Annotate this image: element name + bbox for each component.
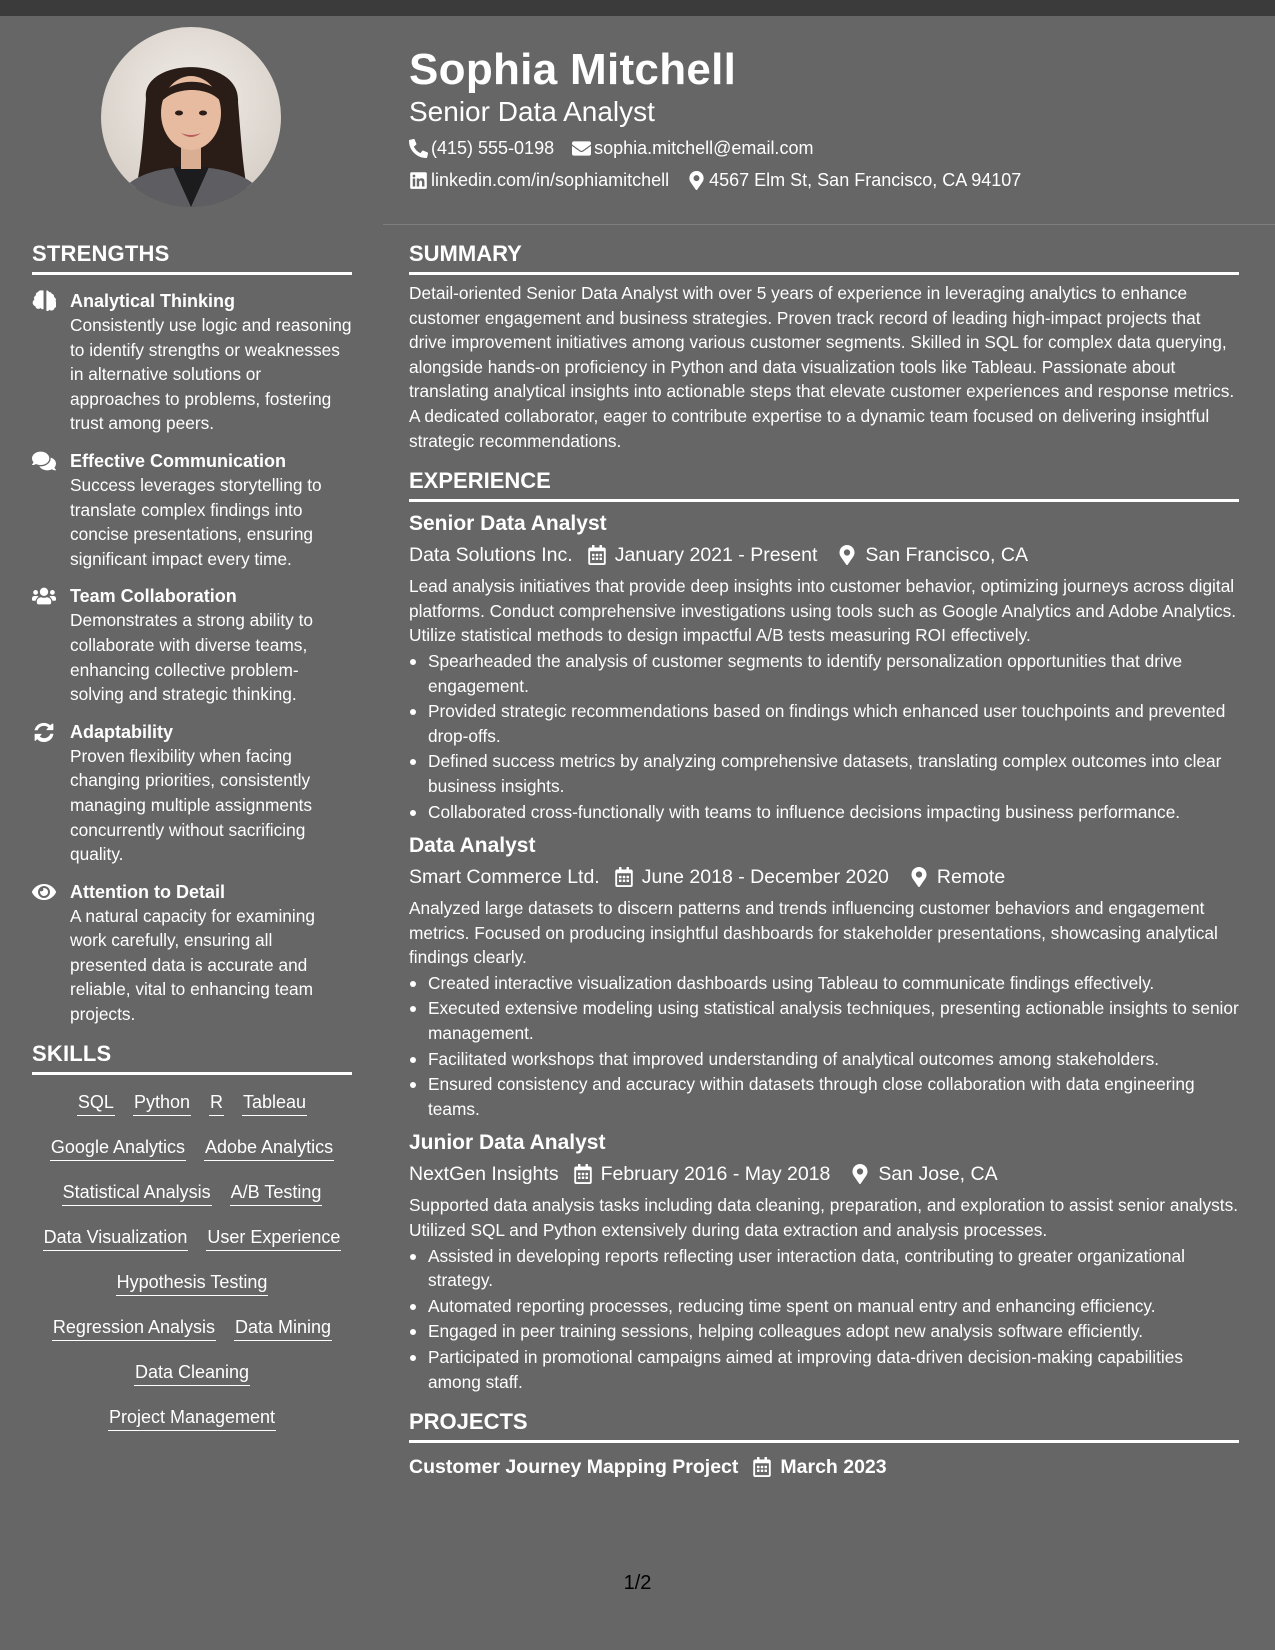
skill-tag: Data Cleaning — [134, 1359, 250, 1386]
skill-row — [32, 1179, 352, 1224]
strength-item — [32, 880, 352, 1027]
strengths-list — [32, 289, 352, 1027]
project-entry — [409, 1453, 1239, 1481]
job-meta — [409, 863, 1239, 891]
full-name: Sophia Mitchell — [409, 45, 737, 94]
strength-text: A natural capacity for examining work carefully, ensuring all presented data is accurate and reliable, vital to enhancing team projects. — [70, 905, 315, 1025]
address-text: 4567 Elm St, San Francisco, CA 94107 — [709, 170, 1022, 190]
experience-heading: EXPERIENCE — [409, 467, 1239, 502]
skill-row — [32, 1359, 352, 1404]
job-bullets — [409, 1244, 1239, 1395]
company-name: Smart Commerce Ltd. — [409, 866, 600, 889]
skill-tag: Adobe Analytics — [204, 1134, 334, 1161]
calendar-icon — [614, 867, 634, 887]
strength-item — [32, 289, 352, 436]
job-location: San Francisco, CA — [865, 544, 1028, 567]
sync-icon — [32, 721, 56, 743]
linkedin-contact[interactable] — [409, 168, 669, 192]
strength-text: Consistently use logic and reasoning to identify strengths or weaknesses in alternative solutions or approaches to problems, fostering trust among peers. — [70, 315, 352, 434]
job-description: Supported data analysis tasks including data cleaning, preparation, and exploration to assist senior analysts. Utilized SQL and Python extensively during data extraction and analysis processes. — [409, 1195, 1239, 1241]
calendar-icon — [573, 1164, 593, 1184]
strength-title: Attention to Detail — [70, 881, 225, 902]
skill-tag: Hypothesis Testing — [116, 1269, 269, 1296]
job-title: Junior Data Analyst — [409, 1131, 606, 1155]
company-name: Data Solutions Inc. — [409, 544, 573, 567]
strength-item — [32, 449, 352, 571]
calendar-icon — [587, 545, 607, 565]
job-entry — [409, 510, 1239, 824]
strength-title: Team Collaboration — [70, 586, 237, 607]
job-dates: February 2016 - May 2018 — [600, 1163, 831, 1186]
linkedin-icon — [409, 171, 428, 190]
bullet-item: Participated in promotional campaigns aimed at improving data-driven decision-making capabilities among staff. — [409, 1345, 1239, 1394]
contact-line-2 — [409, 168, 1239, 192]
skill-tag: A/B Testing — [230, 1179, 323, 1206]
header-divider — [383, 224, 1275, 225]
job-meta — [409, 1160, 1239, 1188]
skill-tag: Google Analytics — [50, 1134, 186, 1161]
skill-row — [32, 1134, 352, 1179]
profile-photo — [101, 27, 281, 207]
left-column — [32, 240, 352, 1449]
email-contact[interactable] — [572, 136, 813, 160]
job-location: Remote — [936, 866, 1006, 889]
skill-tag: Statistical Analysis — [62, 1179, 212, 1206]
skill-tag: SQL — [77, 1089, 115, 1116]
bullet-item: Automated reporting processes, reducing time spent on manual entry and enhancing efficiency. — [409, 1294, 1239, 1319]
bullet-item: Defined success metrics by analyzing comprehensive datasets, translating complex outcomes into clear business insights. — [409, 749, 1239, 798]
eye-icon — [32, 881, 56, 903]
bullet-item: Collaborated cross-functionally with teams to influence decisions impacting business performance. — [409, 800, 1239, 825]
job-description: Analyzed large datasets to discern patterns and trends influencing customer behaviors and engagement metrics. Focused on producing insightful dashboards for stakeholder presentations, showcasing analytical findings clearly. — [409, 898, 1218, 968]
right-column — [409, 240, 1239, 1481]
strength-item — [32, 720, 352, 867]
job-title: Senior Data Analyst — [409, 512, 607, 536]
job-bullets — [409, 971, 1239, 1122]
skill-row — [32, 1224, 352, 1269]
strength-title: Analytical Thinking — [70, 291, 236, 311]
skill-row — [32, 1314, 352, 1359]
skill-row — [32, 1269, 352, 1314]
strength-text: Demonstrates a strong ability to collaborate with diverse teams, enhancing collective problem-solving and strategic thinking. — [70, 610, 314, 705]
skill-tag: Data Visualization — [43, 1224, 189, 1251]
job-bullets — [409, 649, 1239, 824]
skill-tag: Python — [133, 1089, 191, 1116]
bullet-item: Ensured consistency and accuracy within datasets through close collaboration with data engineering teams. — [409, 1072, 1239, 1121]
skill-tag: R — [209, 1089, 224, 1116]
project-title: Customer Journey Mapping Project — [409, 1456, 739, 1479]
map-pin-icon — [837, 545, 857, 565]
users-icon — [32, 585, 56, 607]
bullet-item: Provided strategic recommendations based on findings which enhanced user touchpoints and prevented drop-offs. — [409, 699, 1239, 748]
job-dates: January 2021 - Present — [614, 544, 818, 567]
email-text: sophia.mitchell@email.com — [594, 138, 814, 158]
job-meta — [409, 541, 1239, 569]
top-bar — [0, 0, 1275, 16]
bullet-item: Facilitated workshops that improved understanding of analytical outcomes among stakeholders. — [409, 1047, 1239, 1072]
brain-icon — [32, 290, 56, 312]
summary-text: Detail-oriented Senior Data Analyst with over 5 years of experience in leveraging analytics to enhance customer engagement and business strategies. Proven track record of leading high-impact projects that drive improvement initiatives among various customer segments. Skilled in SQL for complex data querying, alongside hands-on proficiency in Python and data visualization tools like Tableau. Passionate about translating analytical insights into actionable steps that elevate customer experiences and response metrics. A dedicated collaborator, eager to contribute expertise to a dynamic team focused on delivering insightful strategic recommendations. — [409, 283, 1235, 451]
skill-tag: Tableau — [242, 1089, 307, 1116]
job-description: Lead analysis initiatives that provide deep insights into customer behavior, optimizing journeys across digital platforms. Conduct comprehensive investigations using tools such as Google Analytics and Adobe Analytics. Utilize statistical methods to design impactful A/B tests measuring ROI effectively. — [409, 576, 1237, 646]
strength-title: Adaptability — [70, 721, 174, 742]
bullet-item: Spearheaded the analysis of customer segments to identify personalization opportunities that drive engagement. — [409, 649, 1239, 698]
envelope-icon — [572, 139, 591, 158]
phone-icon — [409, 139, 428, 158]
skill-tag: User Experience — [206, 1224, 341, 1251]
skills-heading: SKILLS — [32, 1040, 352, 1075]
project-date: March 2023 — [780, 1456, 887, 1479]
strengths-heading: STRENGTHS — [32, 240, 352, 275]
strength-text: Success leverages storytelling to translate complex findings into concise presentations, ensuring significant impact every time. — [70, 474, 322, 569]
headline-title: Senior Data Analyst — [409, 96, 655, 127]
page-number: 1/2 — [623, 1572, 652, 1594]
bullet-item: Executed extensive modeling using statistical analysis techniques, presenting actionable insights to senior management. — [409, 996, 1239, 1045]
bullet-item: Engaged in peer training sessions, helping colleagues adopt new analysis software efficiently. — [409, 1319, 1239, 1344]
job-entry — [409, 832, 1239, 1121]
address-contact — [687, 168, 1021, 192]
summary-heading: SUMMARY — [409, 240, 1239, 275]
map-pin-icon — [909, 867, 929, 887]
resume-header — [409, 44, 1239, 192]
strength-title: Effective Communication — [70, 450, 287, 471]
phone-text: (415) 555-0198 — [431, 138, 555, 158]
bullet-item: Created interactive visualization dashboards using Tableau to communicate findings effectively. — [409, 971, 1239, 996]
skill-row — [32, 1089, 352, 1134]
company-name: NextGen Insights — [409, 1163, 559, 1186]
job-entry — [409, 1129, 1239, 1394]
contact-line-1 — [409, 136, 1239, 160]
skill-tag: Project Management — [108, 1404, 276, 1431]
strength-text: Proven flexibility when facing changing priorities, consistently managing multiple assignments concurrently without sacrificing quality. — [70, 745, 313, 865]
map-pin-icon — [687, 171, 706, 190]
map-pin-icon — [850, 1164, 870, 1184]
phone-contact[interactable] — [409, 136, 554, 160]
calendar-icon — [752, 1457, 772, 1477]
strength-item — [32, 584, 352, 706]
job-location: San Jose, CA — [878, 1163, 998, 1186]
skill-row — [32, 1404, 352, 1449]
linkedin-text: linkedin.com/in/sophiamitchell — [431, 170, 670, 190]
skills-list — [32, 1089, 352, 1449]
comments-icon — [32, 450, 56, 472]
job-title: Data Analyst — [409, 834, 536, 858]
projects-heading: PROJECTS — [409, 1408, 1239, 1443]
skill-tag: Regression Analysis — [52, 1314, 216, 1341]
bullet-item: Assisted in developing reports reflecting user interaction data, contributing to greater organizational strategy. — [409, 1244, 1239, 1293]
skill-tag: Data Mining — [234, 1314, 332, 1341]
job-dates: June 2018 - December 2020 — [641, 866, 889, 889]
